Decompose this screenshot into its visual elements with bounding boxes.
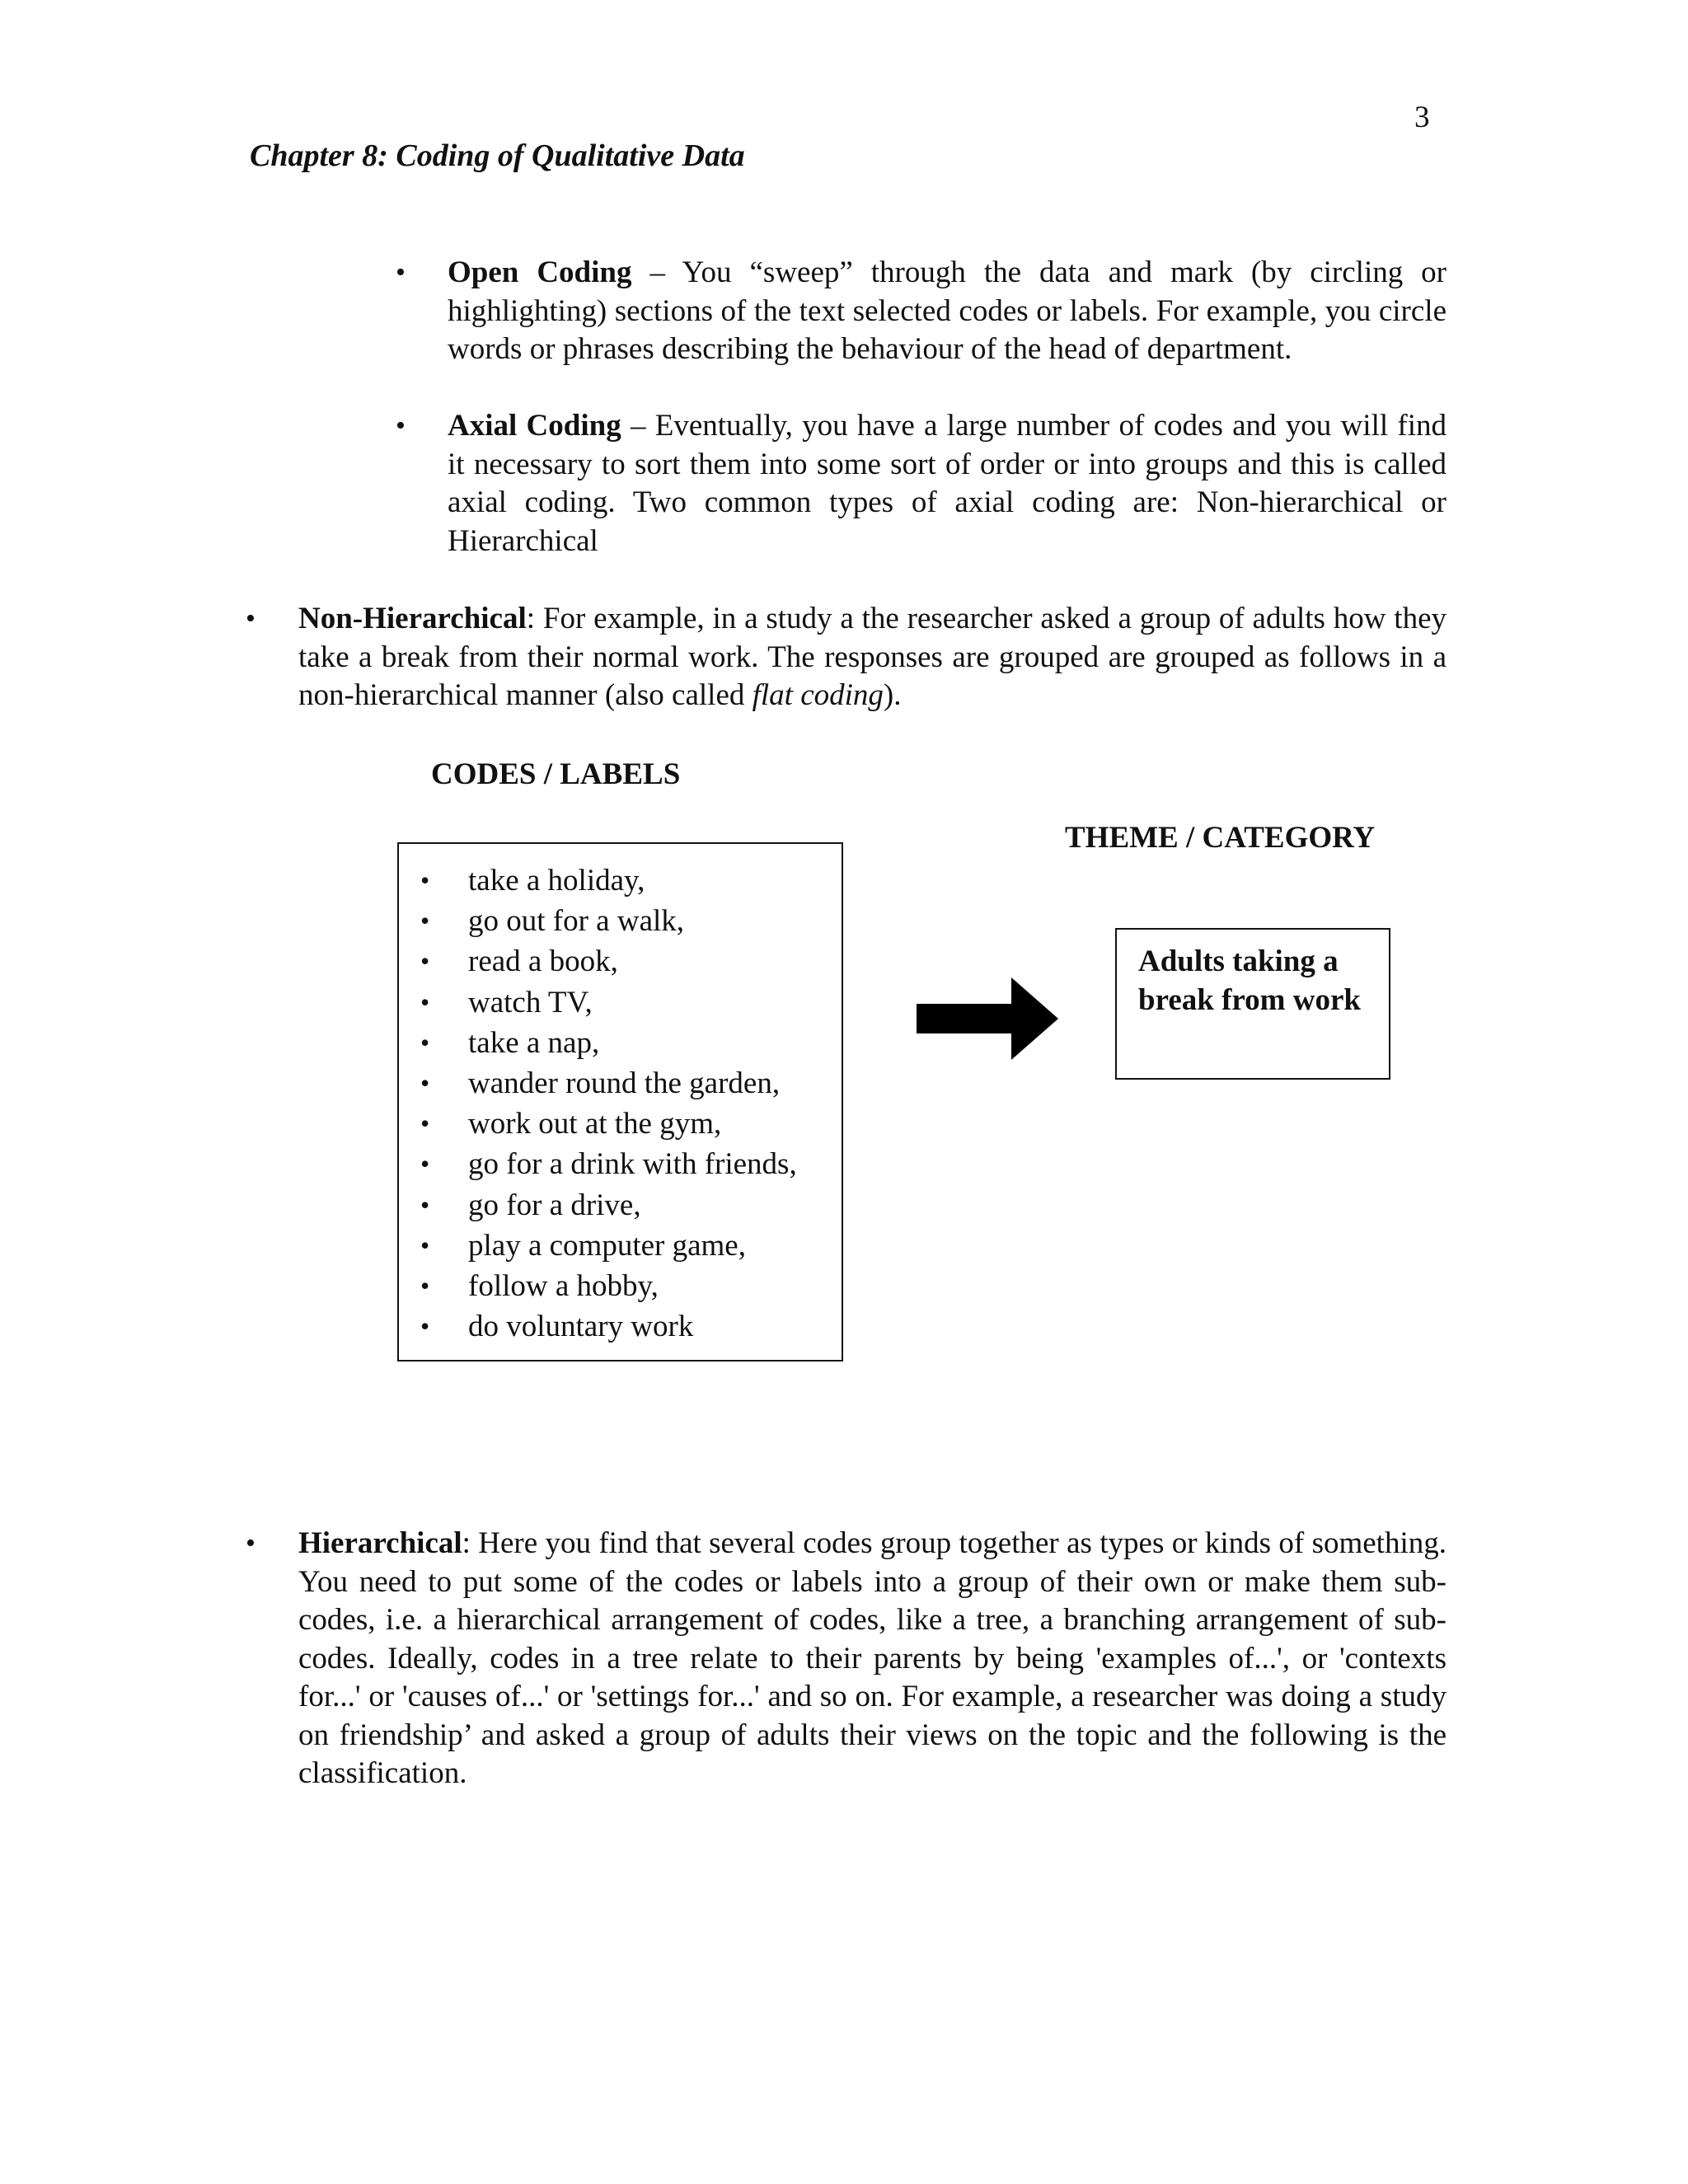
theme-category-heading: THEME / CATEGORY: [1065, 821, 1376, 855]
axial-coding-paragraph: [448, 407, 1447, 560]
list-bullet: •: [420, 1108, 430, 1139]
bullet-open-coding: •: [396, 257, 406, 288]
non-hierarchical-paragraph: [298, 600, 1447, 715]
hierarchical-term: Hierarchical: [298, 1526, 462, 1560]
code-item: [399, 1023, 797, 1063]
open-coding-text: – You “sweep” through the data and mark (by circling or highlighting) sections of the text selected codes or labels. For example, you circle words or phrases describing the behaviour of the head of department.: [448, 255, 1447, 366]
code-label: follow a hobby,: [468, 1269, 659, 1304]
code-label: go for a drive,: [468, 1188, 641, 1222]
open-coding-paragraph: [448, 254, 1447, 369]
code-label: go out for a walk,: [468, 904, 685, 939]
bullet-non-hierarchical: •: [246, 603, 256, 634]
bullet-axial-coding: •: [396, 410, 406, 441]
non-hierarchical-text: : For example, in a study a the researcher asked a group of adults how they take a break from their normal work. The responses are grouped are grouped as follows in a non-hierarchical manner (also called: [298, 602, 1447, 712]
code-label: watch TV,: [468, 985, 593, 1019]
axial-coding-term: Axial Coding: [448, 409, 621, 443]
code-label: do voluntary work: [468, 1310, 694, 1344]
list-bullet: •: [420, 1189, 430, 1220]
code-item: [399, 941, 797, 982]
open-coding-term: Open Coding: [448, 255, 632, 289]
code-label: read a book,: [468, 944, 618, 979]
bullet-hierarchical: •: [246, 1528, 256, 1558]
code-item: [399, 982, 797, 1023]
axial-coding-text: – Eventually, you have a large number of codes and you will find it necessary to sort them into some sort of order or into groups and this is called axial coding. Two common types of axial coding are: Non-hierarchical or Hierarchical: [448, 409, 1447, 558]
list-bullet: •: [420, 1027, 430, 1057]
non-hierarchical-text-end: ).: [883, 678, 902, 712]
code-label: play a computer game,: [468, 1228, 746, 1263]
list-bullet: •: [420, 906, 430, 936]
code-item: [399, 1226, 797, 1266]
list-bullet: •: [420, 1068, 430, 1099]
list-bullet: •: [420, 1311, 430, 1342]
list-bullet: •: [420, 987, 430, 1017]
chapter-title: Chapter 8: Coding of Qualitative Data: [250, 138, 745, 173]
codes-list: [399, 860, 797, 1347]
code-item: [399, 1306, 797, 1347]
hierarchical-paragraph: [298, 1525, 1447, 1793]
codes-labels-heading: CODES / LABELS: [431, 757, 681, 791]
page-number: 3: [1414, 101, 1430, 134]
code-item: [399, 901, 797, 941]
code-item: [399, 1185, 797, 1226]
non-hierarchical-term: Non-Hierarchical: [298, 602, 527, 635]
code-item: [399, 860, 797, 901]
flat-coding-italic: flat coding: [752, 678, 884, 712]
theme-label: Adults taking a break from work: [1138, 944, 1361, 1017]
list-bullet: •: [420, 1230, 430, 1260]
code-label: take a nap,: [468, 1025, 600, 1060]
list-bullet: •: [420, 1271, 430, 1301]
theme-box: [1115, 928, 1390, 1080]
list-bullet: •: [420, 1149, 430, 1179]
code-label: take a holiday,: [468, 864, 645, 898]
code-item: [399, 1266, 797, 1306]
code-label: go for a drink with friends,: [468, 1147, 797, 1182]
list-bullet: •: [420, 946, 430, 977]
right-arrow-icon: [917, 977, 1058, 1060]
code-label: wander round the garden,: [468, 1066, 781, 1101]
codes-box: [397, 842, 843, 1361]
code-label: work out at the gym,: [468, 1107, 722, 1141]
code-item: [399, 1104, 797, 1144]
code-item: [399, 1063, 797, 1104]
code-item: [399, 1144, 797, 1184]
hierarchical-text: : Here you find that several codes group together as types or kinds of something. You need to put some of the codes or labels into a group of their own or make them sub-codes, i.e. a hierarchical arrangement of codes, like a tree, a branching arrangement of sub-codes. Ideally, codes in a tree relate to their parents by being 'examples of...', or 'contexts for...' or 'causes of...' or 'settings for...' and so on. For example, a researcher was doing a study on friendship’ and asked a group of adults their views on the topic and the following is the classification.: [298, 1526, 1447, 1790]
list-bullet: •: [420, 865, 430, 895]
